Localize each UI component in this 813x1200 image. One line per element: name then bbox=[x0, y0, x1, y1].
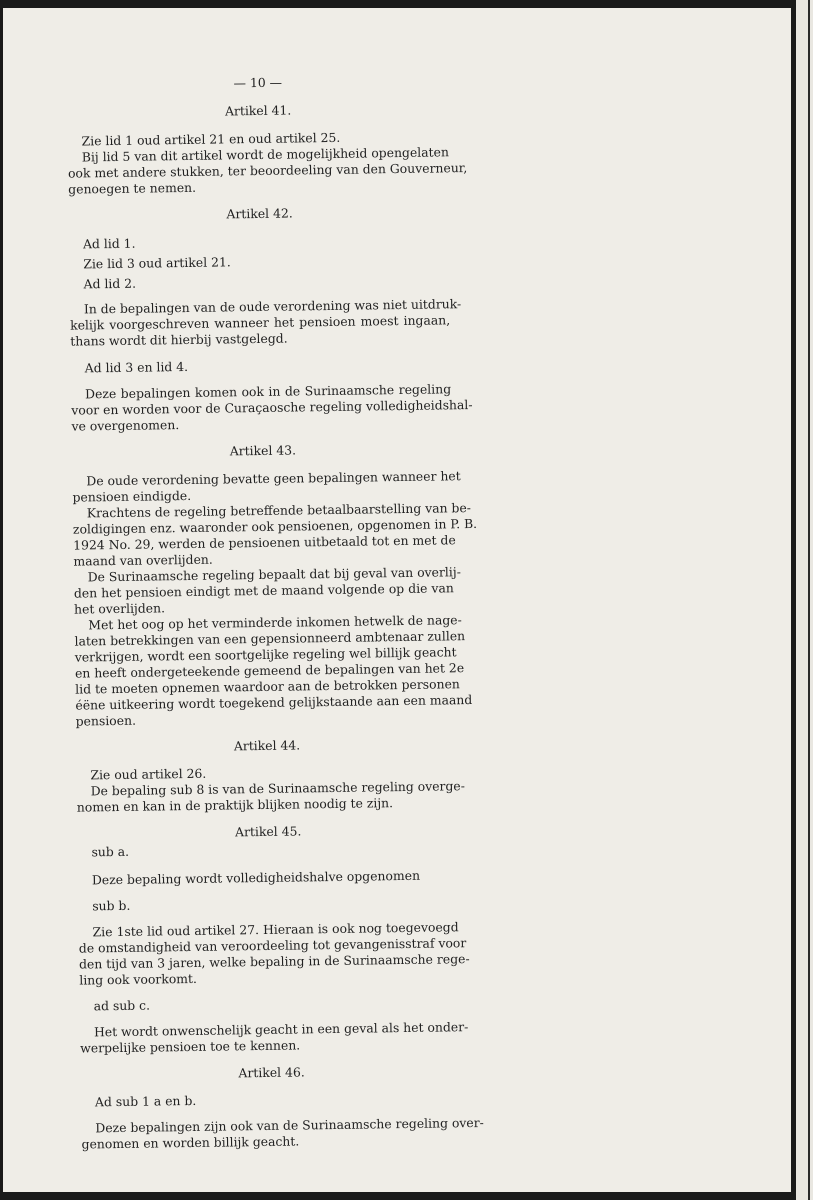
text-line: verkrijgen, wordt een soortgelijke regeling wel billijk geacht bbox=[74, 644, 457, 665]
text-line: De bepaling sub 8 is van de Surinaamsche regeling overge- bbox=[90, 778, 465, 799]
text-line: 1924 No. 29, werden de pensioenen uitbetaald tot en met de bbox=[73, 532, 456, 553]
text-line: Zie lid 3 oud artikel 21. bbox=[83, 254, 231, 272]
text-line: Zie lid 1 oud artikel 21 en oud artikel 25. bbox=[81, 129, 341, 149]
text-line: sub b. bbox=[92, 897, 131, 914]
text-line: het overlijden. bbox=[74, 600, 166, 617]
text-line: lid te moeten opnemen waardoor aan de betrokken personen bbox=[75, 676, 460, 697]
text-line: werpelijke pensioen toe te kennen. bbox=[80, 1037, 301, 1056]
text-line: Deze bepalingen zijn ook van de Surinaamsche regeling over- bbox=[95, 1114, 484, 1136]
text-line: nomen en kan in de praktijk blijken noodig te zijn. bbox=[76, 795, 394, 815]
text-line: Het wordt onwenschelijk geacht in een geval als het onder- bbox=[93, 1019, 469, 1040]
text-line: Deze bepaling wordt volledigheidshalve opgenomen bbox=[91, 867, 421, 888]
text-line: Krachtens de regeling betreffende betaalbaarstelling van be- bbox=[86, 500, 472, 521]
text-line: ook met andere stukken, ter beoordeeling van den Gouverneur, bbox=[67, 160, 468, 181]
text-line: Ad lid 2. bbox=[83, 275, 137, 292]
text-line: de omstandigheid van veroordeeling tot gevangenisstraf voor bbox=[78, 935, 467, 956]
text-line: genomen en worden billijk geacht. bbox=[81, 1133, 300, 1152]
binding-line bbox=[808, 0, 810, 1200]
text-line: ling ook voorkomt. bbox=[79, 970, 198, 988]
text-line: kelijk voorgeschreven wanneer het pensioen moest ingaan, bbox=[70, 312, 451, 333]
text-line: zoldigingen enz. waaronder ook pensioenen, opgenomen in P. B. bbox=[72, 515, 478, 537]
text-line: en heeft ondergeteekende gemeend de bepalingen van het 2e bbox=[74, 660, 465, 681]
text-line: Ad sub 1 a en b. bbox=[94, 1092, 197, 1110]
heading-artikel-41: Artikel 41. bbox=[224, 102, 292, 119]
heading-artikel-42: Artikel 42. bbox=[226, 205, 293, 222]
text-line: éëne uitkeering wordt toegekend gelijkstaande aan een maand bbox=[75, 692, 473, 713]
text-line: den tijd van 3 jaren, welke bepaling in de Surinaamsche rege- bbox=[78, 951, 470, 972]
text-line: Deze bepalingen komen ook in de Surinaamsche regeling bbox=[85, 381, 452, 402]
heading-artikel-43: Artikel 43. bbox=[229, 442, 297, 459]
text-line: ve overgenomen. bbox=[71, 417, 180, 434]
text-line: pensioen eindigde. bbox=[72, 487, 192, 505]
text-line: den het pensioen eindigt met de maand volgende op die van bbox=[73, 580, 454, 601]
text-line: maand van overlijden. bbox=[73, 551, 213, 569]
page-number: — 10 — bbox=[233, 74, 283, 91]
heading-artikel-46: Artikel 46. bbox=[238, 1064, 305, 1081]
heading-artikel-45: Artikel 45. bbox=[234, 823, 302, 840]
text-line: Ad lid 1. bbox=[82, 235, 136, 252]
text-line: De Surinaamsche regeling bepaalt dat bij geval van overlij- bbox=[87, 564, 461, 585]
text-line: De oude verordening bevatte geen bepalingen wanneer het bbox=[86, 468, 461, 489]
text-line: laten betrekkingen van een gepensionneerd ambtenaar zullen bbox=[74, 628, 466, 649]
text-line: In de bepalingen van de oude verordening was niet uitdruk- bbox=[83, 296, 462, 317]
text-line: thans wordt dit hierbij vastgelegd. bbox=[70, 330, 288, 349]
text-line: genoegen te nemen. bbox=[68, 179, 197, 197]
text-line: pensioen. bbox=[75, 712, 137, 729]
heading-artikel-44: Artikel 44. bbox=[233, 737, 301, 754]
page-edge bbox=[796, 0, 813, 1200]
text-line: Bij lid 5 van dit artikel wordt de mogelijkheid opengelaten bbox=[81, 144, 450, 165]
text-line: Zie 1ste lid oud artikel 27. Hieraan is ook nog toegevoegd bbox=[92, 919, 459, 940]
text-line: sub a. bbox=[91, 843, 130, 860]
text-line: Zie oud artikel 26. bbox=[90, 765, 207, 783]
text-line: ad sub c. bbox=[93, 997, 151, 1014]
text-line: Met het oog op het verminderde inkomen hetwelk de nage- bbox=[88, 612, 462, 633]
text-line: voor en worden voor de Curaçaosche regeling volledigheidshal- bbox=[71, 397, 473, 418]
text-line: Ad lid 3 en lid 4. bbox=[84, 358, 189, 376]
